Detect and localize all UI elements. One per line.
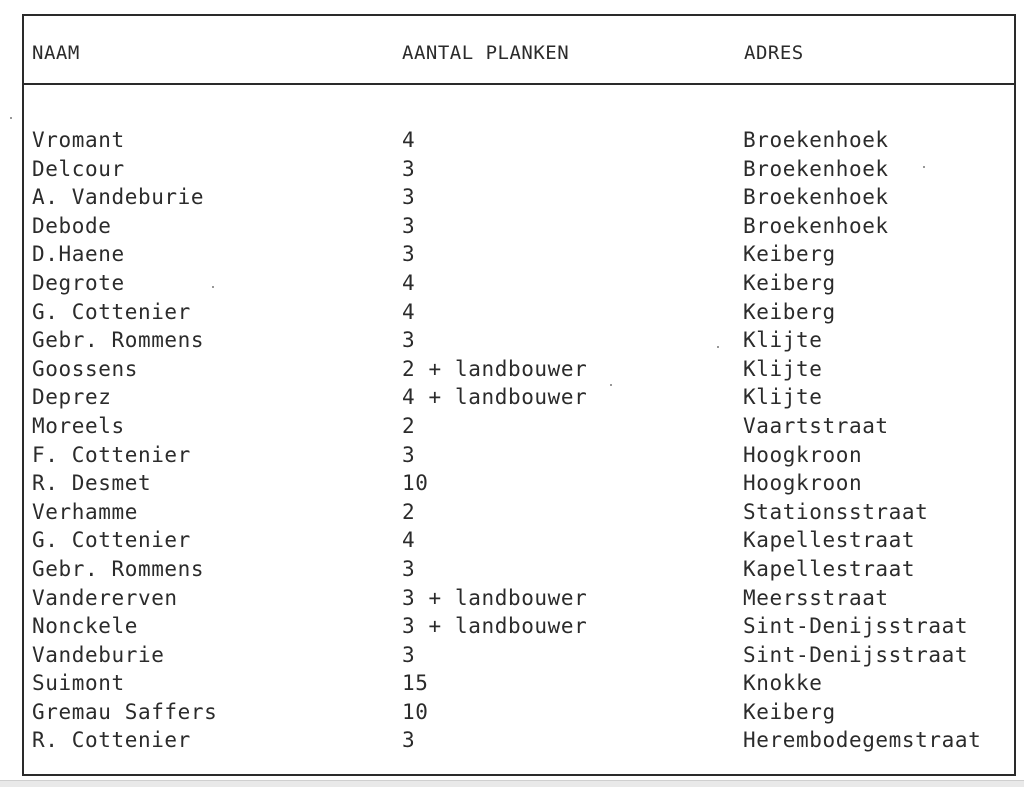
cell-adres: Keiberg xyxy=(743,699,836,724)
cell-naam: F. Cottenier xyxy=(32,442,191,467)
cell-aantal-planken: 3 xyxy=(402,728,416,753)
cell-naam: Nonckele xyxy=(32,614,138,639)
table-row xyxy=(0,470,1024,499)
table-row xyxy=(0,356,1024,385)
cell-adres: Knokke xyxy=(743,671,823,696)
table-row xyxy=(0,384,1024,413)
scan-speck xyxy=(717,346,719,348)
table-row xyxy=(0,499,1024,528)
cell-adres: Klijte xyxy=(743,328,823,353)
cell-adres: Kapellestraat xyxy=(743,556,916,581)
cell-naam: Vandererven xyxy=(32,585,178,610)
cell-aantal-planken: 3 xyxy=(402,642,416,667)
cell-naam: G. Cottenier xyxy=(32,299,191,324)
cell-adres: Klijte xyxy=(743,385,823,410)
table-row xyxy=(0,556,1024,585)
cell-naam: A. Vandeburie xyxy=(32,185,205,210)
cell-naam: Deprez xyxy=(32,385,112,410)
cell-adres: Klijte xyxy=(743,356,823,381)
cell-adres: Keiberg xyxy=(743,242,836,267)
cell-aantal-planken: 4 xyxy=(402,528,416,553)
cell-naam: Verhamme xyxy=(32,499,138,524)
cell-aantal-planken: 10 xyxy=(402,471,429,496)
cell-adres: Meersstraat xyxy=(743,585,889,610)
scan-speck xyxy=(923,166,925,168)
cell-naam: R. Desmet xyxy=(32,471,152,496)
cell-aantal-planken: 3 + landbouwer xyxy=(402,614,588,639)
table-row xyxy=(0,585,1024,614)
cell-adres: Herembodegemstraat xyxy=(743,728,982,753)
cell-aantal-planken: 2 + landbouwer xyxy=(402,356,588,381)
cell-naam: Delcour xyxy=(32,156,125,181)
cell-aantal-planken: 3 xyxy=(402,213,416,238)
cell-naam: Gremau Saffers xyxy=(32,699,218,724)
cell-aantal-planken: 4 + landbouwer xyxy=(402,385,588,410)
cell-aantal-planken: 3 xyxy=(402,156,416,181)
table-row xyxy=(0,184,1024,213)
table-row xyxy=(0,442,1024,471)
cell-aantal-planken: 10 xyxy=(402,699,429,724)
cell-aantal-planken: 4 xyxy=(402,128,416,152)
table-row xyxy=(0,327,1024,356)
table-body xyxy=(0,127,1024,756)
cell-adres: Keiberg xyxy=(743,299,836,324)
cell-naam: Goossens xyxy=(32,356,138,381)
cell-naam: Suimont xyxy=(32,671,125,696)
scan-speck xyxy=(212,286,214,288)
cell-aantal-planken: 3 xyxy=(402,242,416,267)
cell-aantal-planken: 3 xyxy=(402,442,416,467)
cell-aantal-planken: 3 xyxy=(402,556,416,581)
cell-aantal-planken: 2 xyxy=(402,413,416,438)
cell-naam: G. Cottenier xyxy=(32,528,191,553)
table-row xyxy=(0,213,1024,242)
table-row xyxy=(0,127,1024,156)
cell-naam: Gebr. Rommens xyxy=(32,328,205,353)
cell-adres: Broekenhoek xyxy=(743,213,889,238)
cell-adres: Kapellestraat xyxy=(743,528,916,553)
cell-adres: Vaartstraat xyxy=(743,413,889,438)
cell-aantal-planken: 4 xyxy=(402,299,416,324)
cell-aantal-planken: 3 + landbouwer xyxy=(402,585,588,610)
table-row xyxy=(0,727,1024,756)
cell-naam: Debode xyxy=(32,213,112,238)
column-header-aantal-planken: AANTAL PLANKEN xyxy=(402,42,570,64)
table-row xyxy=(0,156,1024,185)
cell-aantal-planken: 4 xyxy=(402,270,416,295)
cell-naam: D.Haene xyxy=(32,242,125,267)
cell-naam: Vromant xyxy=(32,128,125,152)
cell-aantal-planken: 15 xyxy=(402,671,429,696)
cell-adres: Sint-Denijsstraat xyxy=(743,614,969,639)
table-row xyxy=(0,241,1024,270)
cell-adres: Stationsstraat xyxy=(743,499,929,524)
cell-naam: R. Cottenier xyxy=(32,728,191,753)
cell-aantal-planken: 3 xyxy=(402,328,416,353)
table-row xyxy=(0,299,1024,328)
cell-naam: Degrote xyxy=(32,270,125,295)
column-header-naam: NAAM xyxy=(32,42,80,64)
table-row xyxy=(0,413,1024,442)
cell-naam: Gebr. Rommens xyxy=(32,556,205,581)
header-divider xyxy=(22,83,1016,85)
table-row xyxy=(0,270,1024,299)
cell-adres: Hoogkroon xyxy=(743,471,863,496)
cell-naam: Moreels xyxy=(32,413,125,438)
scan-speck xyxy=(610,384,612,386)
cell-adres: Hoogkroon xyxy=(743,442,863,467)
column-header-adres: ADRES xyxy=(744,42,804,64)
table-row xyxy=(0,613,1024,642)
cell-aantal-planken: 2 xyxy=(402,499,416,524)
cell-aantal-planken: 3 xyxy=(402,185,416,210)
cell-naam: Vandeburie xyxy=(32,642,165,667)
cell-adres: Broekenhoek xyxy=(743,128,889,152)
cell-adres: Broekenhoek xyxy=(743,156,889,181)
table-row xyxy=(0,527,1024,556)
cell-adres: Broekenhoek xyxy=(743,185,889,210)
page-bottom-edge xyxy=(0,780,1024,787)
cell-adres: Sint-Denijsstraat xyxy=(743,642,969,667)
scan-speck xyxy=(10,117,12,119)
cell-adres: Keiberg xyxy=(743,270,836,295)
table-row xyxy=(0,642,1024,671)
table-row xyxy=(0,670,1024,699)
table-row xyxy=(0,699,1024,728)
